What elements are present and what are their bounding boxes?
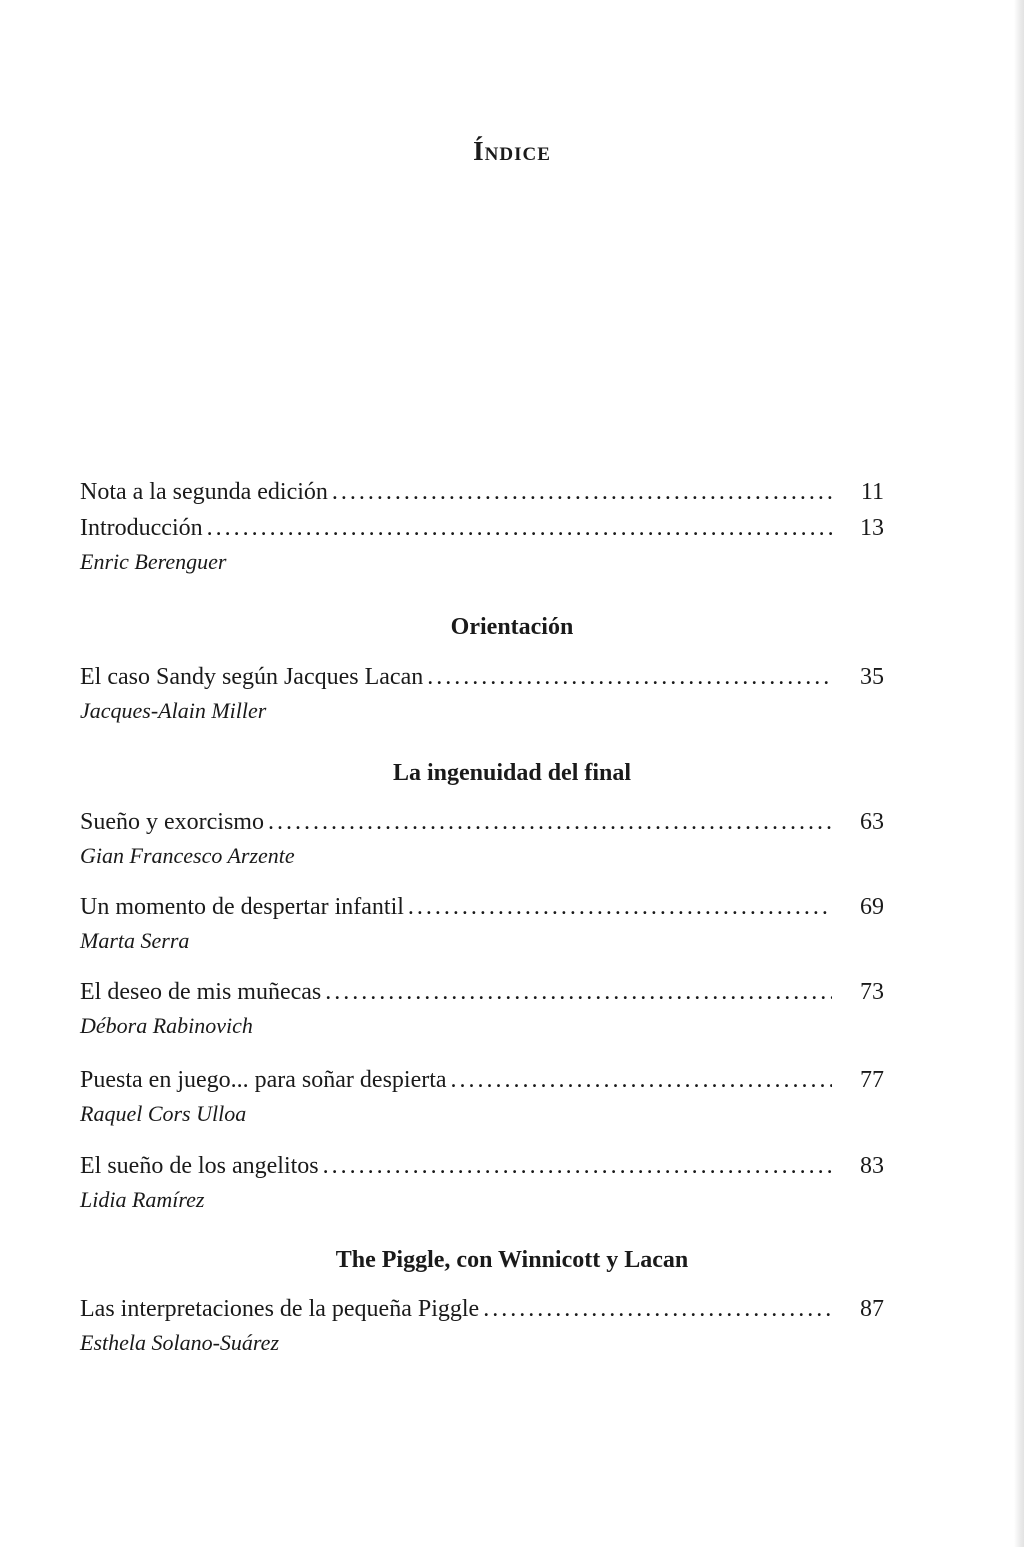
entry-author: Esthela Solano-Suárez bbox=[80, 1330, 279, 1355]
entry-page-number: 63 bbox=[860, 809, 884, 835]
section-heading: Orientación bbox=[450, 614, 574, 640]
toc-entry bbox=[80, 1064, 884, 1129]
entry-title: El deseo de mis muñecas bbox=[80, 979, 322, 1005]
toc-entry bbox=[80, 476, 884, 508]
entry-author: Marta Serra bbox=[80, 928, 190, 953]
toc-entry bbox=[80, 661, 884, 726]
toc-entry-line bbox=[80, 512, 884, 544]
toc-entry-line bbox=[80, 891, 884, 923]
entry-title: Las interpretaciones de la pequeña Piggle bbox=[80, 1296, 480, 1322]
toc-entry-line bbox=[80, 1064, 884, 1096]
entry-page-number: 69 bbox=[860, 894, 884, 920]
dot-leader bbox=[427, 661, 832, 693]
toc-entry-line bbox=[80, 661, 884, 693]
toc-entry-line bbox=[80, 976, 884, 1008]
toc-entry-line bbox=[80, 806, 884, 838]
entry-page-number: 87 bbox=[860, 1296, 884, 1322]
section-heading: The Piggle, con Winnicott y Lacan bbox=[335, 1247, 689, 1273]
entry-author: Débora Rabinovich bbox=[80, 1013, 253, 1038]
entry-page-number: 13 bbox=[860, 515, 884, 541]
entry-page-number: 11 bbox=[860, 479, 884, 505]
entry-title: Sueño y exorcismo bbox=[80, 809, 264, 835]
entry-author: Enric Berenguer bbox=[80, 549, 227, 574]
toc-entry bbox=[80, 1293, 884, 1358]
toc-entry bbox=[80, 976, 884, 1041]
entry-title: Un momento de despertar infantil bbox=[80, 894, 404, 920]
toc-entry-line bbox=[80, 1150, 884, 1182]
page-title: Índice bbox=[473, 136, 551, 166]
dot-leader bbox=[268, 806, 832, 838]
toc-entry-line bbox=[80, 476, 884, 508]
dot-leader bbox=[325, 976, 832, 1008]
toc-entry-line bbox=[80, 1293, 884, 1325]
entry-page-number: 77 bbox=[860, 1067, 884, 1093]
dot-leader bbox=[323, 1150, 832, 1182]
dot-leader bbox=[408, 891, 832, 923]
toc-entry bbox=[80, 512, 884, 577]
entry-author: Lidia Ramírez bbox=[80, 1187, 205, 1212]
toc-entry bbox=[80, 806, 884, 871]
entry-page-number: 73 bbox=[860, 979, 884, 1005]
dot-leader bbox=[451, 1064, 832, 1096]
entry-page-number: 35 bbox=[860, 664, 884, 690]
entry-title: El sueño de los angelitos bbox=[80, 1153, 319, 1179]
toc-entry bbox=[80, 891, 884, 956]
entry-title: Introducción bbox=[80, 515, 203, 541]
dot-leader bbox=[332, 476, 832, 508]
entry-author: Gian Francesco Arzente bbox=[80, 843, 295, 868]
entry-page-number: 83 bbox=[860, 1153, 884, 1179]
toc-entry bbox=[80, 1150, 884, 1215]
entry-author: Raquel Cors Ulloa bbox=[80, 1101, 247, 1126]
entry-title: El caso Sandy según Jacques Lacan bbox=[80, 664, 424, 690]
dot-leader bbox=[483, 1293, 832, 1325]
entry-title: Puesta en juego... para soñar despierta bbox=[80, 1067, 447, 1093]
entry-title: Nota a la segunda edición bbox=[80, 479, 328, 505]
entry-author: Jacques-Alain Miller bbox=[80, 698, 267, 723]
section-heading: La ingenuidad del final bbox=[392, 760, 632, 786]
dot-leader bbox=[207, 512, 832, 544]
